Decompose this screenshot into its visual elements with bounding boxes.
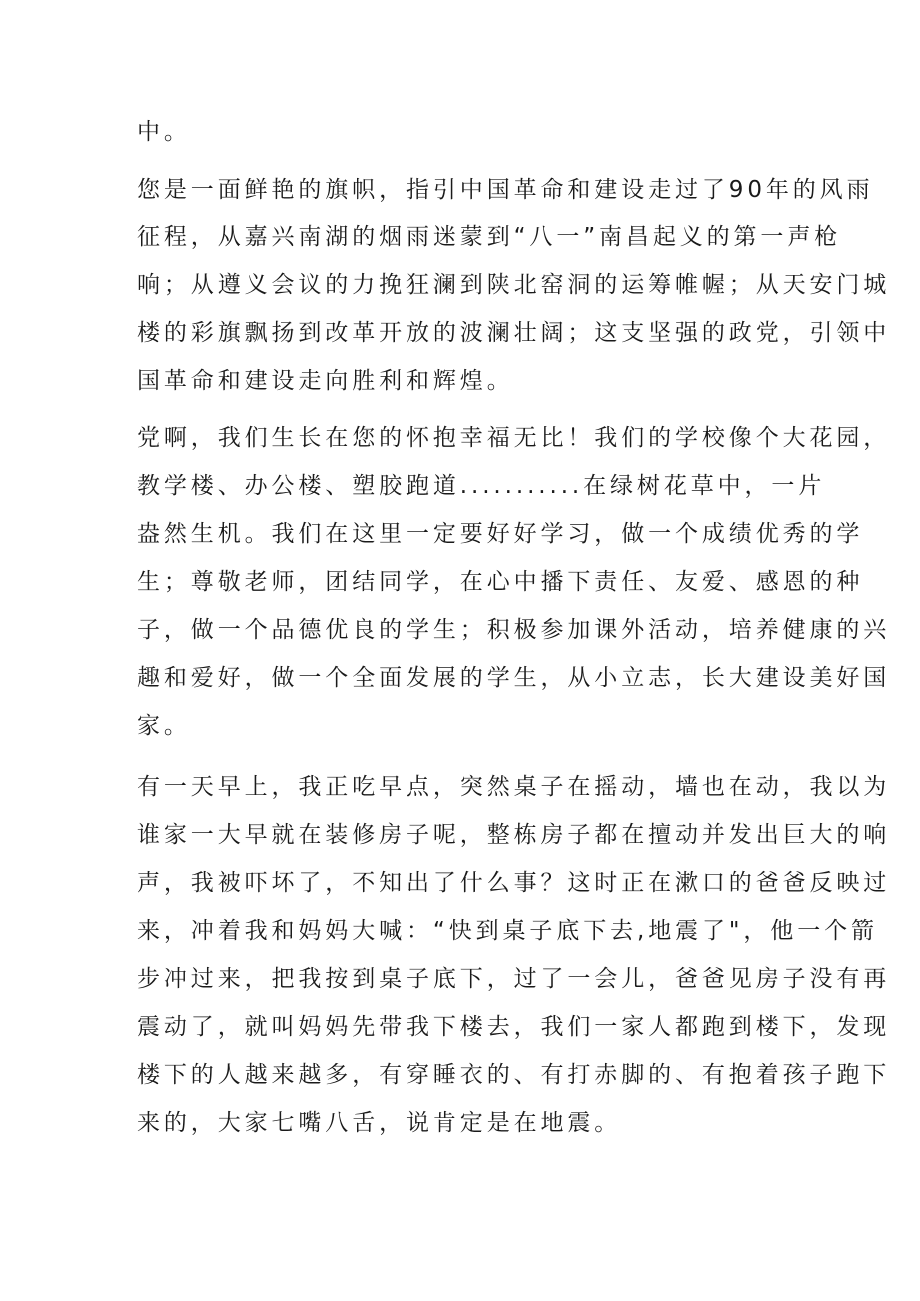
paragraph-1-line-1: 中。 xyxy=(137,119,191,145)
paragraph-4-line-1: 有一天早上，我正吃早点，突然桌子在摇动，墙也在动，我以为 xyxy=(137,774,891,800)
paragraph-2-line-3: 响；从遵义会议的力挽狂澜到陕北窑洞的运筹帷幄；从天安门城 xyxy=(137,272,891,298)
paragraph-4-line-2: 谁家一大早就在装修房子呢，整栋房子都在擅动并发出巨大的响 xyxy=(137,822,891,848)
paragraph-3-line-3: 盎然生机。我们在这里一定要好好学习，做一个成绩优秀的学 xyxy=(137,521,864,547)
paragraph-2-line-1: 您是一面鲜艳的旗帜，指引中国革命和建设走过了90年的风雨 xyxy=(137,177,874,203)
paragraph-4-line-6: 震动了，就叫妈妈先带我下楼去，我们一家人都跑到楼下，发现 xyxy=(137,1014,891,1040)
paragraph-3-line-7: 家。 xyxy=(137,713,191,739)
paragraph-2-line-4: 楼的彩旗飘扬到改革开放的波澜壮阔；这支坚强的政党，引领中 xyxy=(137,320,891,346)
paragraph-4-line-3: 声，我被吓坏了，不知出了什么事？这时正在漱口的爸爸反映过 xyxy=(137,870,891,896)
paragraph-4-line-8: 来的，大家七嘴八舌，说肯定是在地震。 xyxy=(137,1110,622,1136)
paragraph-4-line-7: 楼下的人越来越多，有穿睡衣的、有打赤脚的、有抱着孩子跑下 xyxy=(137,1062,891,1088)
paragraph-2-line-5: 国革命和建设走向胜利和辉煌。 xyxy=(137,368,514,394)
paragraph-2-line-2: 征程，从嘉兴南湖的烟雨迷蒙到“八一”南昌起义的第一声枪 xyxy=(137,224,842,250)
paragraph-3-line-4: 生；尊敬老师，团结同学，在心中播下责任、友爱、感恩的种 xyxy=(137,569,864,595)
paragraph-3-line-1: 党啊，我们生长在您的怀抱幸福无比！我们的学校像个大花园， xyxy=(137,425,891,451)
paragraph-3-line-2: 教学楼、办公楼、塑胶跑道...........在绿树花草中，一片 xyxy=(137,473,826,499)
paragraph-3-line-5: 子，做一个品德优良的学生；积极参加课外活动，培养健康的兴 xyxy=(137,617,891,643)
paragraph-3-line-6: 趣和爱好，做一个全面发展的学生，从小立志，长大建设美好国 xyxy=(137,665,891,691)
paragraph-4-line-5: 步冲过来，把我按到桌子底下，过了一会儿，爸爸见房子没有再 xyxy=(137,966,891,992)
paragraph-4-line-4: 来，冲着我和妈妈大喊：“快到桌子底下去,地震了"，他一个箭 xyxy=(137,918,878,944)
